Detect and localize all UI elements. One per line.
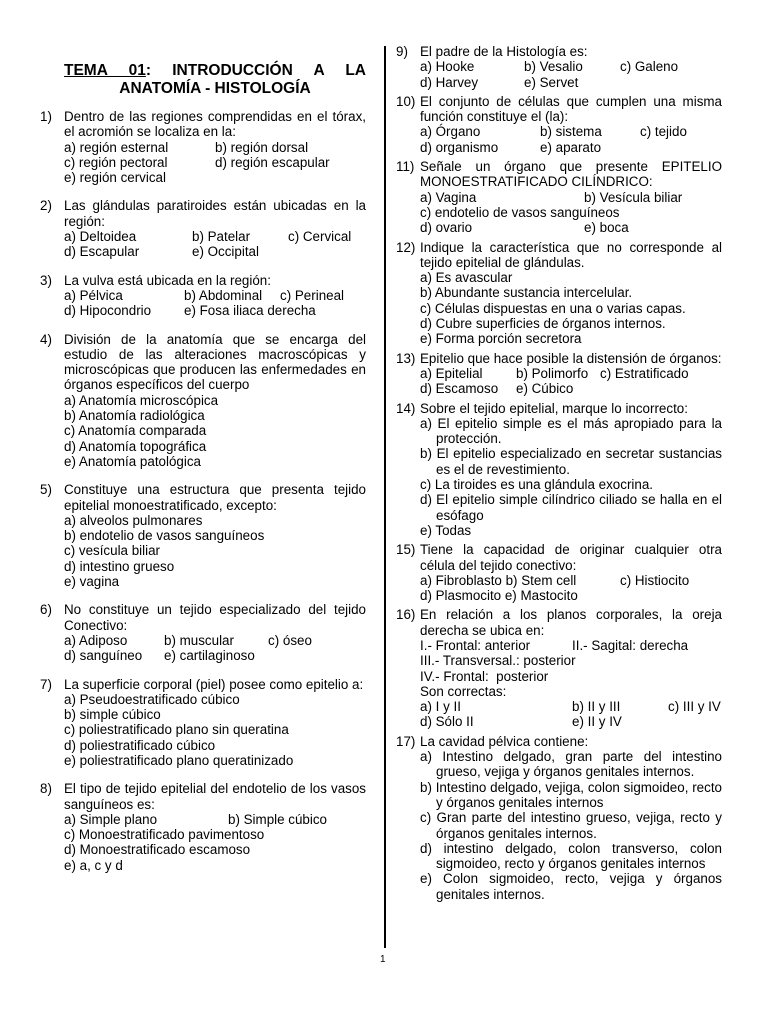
question-stem: El tipo de tejido epitelial del endotelio de los vasos sanguíneos es:	[64, 781, 366, 812]
answer-option: e) aparato	[540, 139, 602, 155]
question-9	[396, 44, 722, 90]
answer-option: d) Plasmocito e) Mastocito	[420, 588, 578, 604]
question-6	[40, 602, 366, 663]
question-10	[396, 94, 722, 155]
answer-option: c) Células dispuestas en una o varias capas.	[420, 300, 686, 316]
column-divider	[384, 46, 386, 948]
answer-option: d) poliestratificado cúbico	[64, 737, 216, 753]
answer-option: a) Epitelial	[420, 365, 483, 381]
answer-option: a) Pseudoestratificado cúbico	[64, 691, 240, 707]
answer-option: c) La tiroides es una glándula exocrina.	[420, 477, 653, 493]
answer-option: c) Gran parte del intestino grueso, vejiga, recto y órganos genitales internos.	[420, 810, 722, 841]
question-15	[396, 542, 722, 603]
answer-option: b) Intestino delgado, vejiga, colon sigmoideo, recto y órganos genitales internos	[420, 779, 722, 810]
answer-option: e) Servet	[524, 74, 579, 90]
question-stem: Epitelio que hace posible la distensión de órganos:	[420, 350, 722, 366]
answer-option-row	[420, 220, 722, 235]
answer-option: d) ovario	[420, 220, 473, 236]
answer-option: b) región dorsal	[215, 139, 309, 155]
answer-option-row	[420, 366, 722, 381]
answer-option: b) Simple cúbico	[228, 811, 327, 827]
question-3	[40, 273, 366, 319]
answer-option: a) Órgano	[420, 124, 481, 140]
answer-option-row	[64, 244, 366, 259]
answer-option: b) muscular	[164, 632, 234, 648]
answer-option: c) endotelio de vasos sanguíneos	[420, 204, 620, 220]
answer-option: e) Cúbico	[516, 381, 574, 397]
answer-option: a) Hooke	[420, 59, 475, 75]
answer-option: c) Monoestratificado pavimentoso	[64, 827, 265, 843]
question-number: 8)	[40, 781, 52, 797]
answer-option: e) Anatomía patológica	[64, 453, 201, 469]
answer-option: e) Forma porción secretora	[420, 331, 582, 347]
question-number: 14)	[396, 400, 416, 416]
answer-option-row	[64, 812, 366, 827]
answer-option: c) región pectoral	[64, 154, 168, 170]
answer-option-row	[420, 573, 722, 588]
answer-option-row	[64, 633, 366, 648]
answer-option: d) intestino grueso	[64, 558, 175, 574]
question-17	[396, 734, 722, 902]
question-number: 16)	[396, 607, 416, 623]
answer-option-row	[64, 648, 366, 663]
answer-option: Son correctas:	[420, 683, 507, 699]
answer-option: d) intestino delgado, colon transverso, colon sigmoideo, recto y órganos genitales internos	[420, 840, 722, 872]
question-stem: Sobre el tejido epitelial, marque lo incorrecto:	[420, 400, 688, 416]
answer-option: b) El epitelio especializado en secretar sustancias es el de revestimiento.	[420, 446, 722, 477]
answer-option: b) sistema	[540, 124, 602, 140]
answer-option-row	[64, 140, 366, 155]
question-14	[396, 401, 722, 539]
answer-option: e) Fosa iliaca derecha	[184, 303, 316, 319]
answer-option-row	[64, 229, 366, 244]
answer-option: d) El epitelio simple cilíndrico ciliado se halla en el esófago	[420, 492, 722, 523]
answer-option: a) Es avascular	[420, 270, 513, 286]
answer-option-row	[420, 124, 722, 139]
question-stem: Indique la característica que no corresponde al tejido epitelial de glándulas.	[420, 239, 722, 270]
answer-option-row	[64, 303, 366, 318]
answer-option: d) sanguíneo	[64, 648, 143, 664]
question-number: 2)	[40, 198, 52, 214]
title-line2: ANATOMÍA - HISTOLOGÍA	[119, 80, 311, 97]
question-2	[40, 198, 366, 259]
answer-option: a) Pélvica	[64, 287, 123, 303]
answer-option: a) I y II	[420, 699, 461, 715]
question-stem: No constituye un tejido especializado del tejido Conectivo:	[64, 602, 366, 633]
answer-option-row	[420, 59, 722, 74]
answer-option: c) Anatomía comparada	[64, 423, 207, 439]
answer-option: e) a, c y d	[64, 857, 123, 873]
answer-option: d) organismo	[420, 139, 499, 155]
question-stem: La cavidad pélvica contiene:	[420, 733, 589, 749]
answer-option: b) endotelio de vasos sanguíneos	[64, 528, 265, 544]
answer-option: c) vesícula biliar	[64, 543, 160, 559]
answer-option: a) región esternal	[64, 139, 169, 155]
question-12	[396, 240, 722, 347]
answer-option: c) Perineal	[280, 287, 345, 303]
left-column	[40, 62, 366, 886]
answer-option: e) boca	[584, 220, 629, 236]
right-column	[396, 44, 722, 906]
question-stem: El padre de la Histología es:	[420, 44, 588, 59]
question-number: 13)	[396, 350, 416, 366]
answer-option: a) Fibroblasto b) Stem cell	[420, 572, 577, 588]
question-1	[40, 109, 366, 185]
question-5	[40, 482, 366, 589]
question-number: 5)	[40, 482, 52, 498]
answer-option: d) región escapular	[215, 154, 330, 170]
question-stem: Señale un órgano que presente EPITELIO MONOESTRATIFICADO CILÍNDRICO:	[420, 159, 722, 190]
answer-option: c) tejido	[640, 124, 687, 140]
answer-option: b) Abdominal	[184, 287, 263, 303]
question-11	[396, 159, 722, 235]
answer-option: c) III y IV	[668, 699, 721, 715]
page-number: 1	[380, 954, 386, 965]
answer-option-row	[420, 190, 722, 205]
answer-option: e) vagina	[64, 574, 120, 590]
question-stem: Tiene la capacidad de originar cualquier otra célula del tejido conectivo:	[420, 542, 722, 573]
left-question-list	[40, 109, 366, 873]
answer-option-row	[420, 638, 722, 653]
answer-option: I.- Frontal: anterior	[420, 637, 531, 653]
page-title	[64, 62, 366, 98]
question-8	[40, 781, 366, 873]
answer-option: d) Harvey	[420, 74, 479, 90]
answer-option: d) Escamoso	[420, 381, 499, 397]
answer-option: b) Vesalio	[524, 59, 583, 75]
answer-option: b) simple cúbico	[64, 707, 161, 723]
question-stem: Las glándulas paratiroides están ubicadas en la región:	[64, 198, 366, 229]
answer-option: II.- Sagital: derecha	[572, 637, 689, 653]
answer-option: d) Monoestratificado escamoso	[64, 842, 251, 858]
answer-option: c) poliestratificado plano sin queratina	[64, 722, 289, 738]
question-number: 9)	[396, 44, 408, 59]
answer-option: c) Cervical	[288, 229, 352, 245]
answer-option: b) Abundante sustancia intercelular.	[420, 285, 633, 301]
question-number: 6)	[40, 602, 52, 618]
title-prefix: TEMA 01	[64, 62, 146, 79]
answer-option-row	[420, 75, 722, 90]
answer-option-row	[64, 155, 366, 170]
answer-option: e) región cervical	[64, 170, 166, 186]
answer-option: a) Anatomía microscópica	[64, 392, 219, 408]
answer-option-row	[420, 381, 722, 396]
answer-option-row	[64, 288, 366, 303]
answer-option: d) Anatomía topográfica	[64, 438, 207, 454]
answer-option: a) El epitelio simple es el más apropiado para la protección.	[420, 415, 722, 447]
answer-option: e) Occipital	[192, 244, 259, 260]
answer-option: e) Colon sigmoideo, recto, vejiga y órganos genitales internos.	[420, 871, 722, 902]
right-question-list	[396, 44, 722, 902]
answer-option: d) Escapular	[64, 244, 140, 260]
answer-option: a) Vagina	[420, 189, 477, 205]
answer-option: c) Estratificado	[600, 365, 689, 381]
answer-option: b) Patelar	[192, 229, 251, 245]
answer-option: IV.- Frontal: posterior	[420, 668, 549, 684]
question-13	[396, 351, 722, 397]
answer-option: d) Sólo II	[420, 714, 474, 730]
title-line1: : INTRODUCCIÓN A LA	[145, 62, 366, 79]
answer-option: a) alveolos pulmonares	[64, 512, 203, 528]
answer-option: b) Polimorfo	[516, 365, 589, 381]
answer-option: a) Deltoidea	[64, 229, 137, 245]
answer-option: a) Adiposo	[64, 632, 128, 648]
answer-option: a) Intestino delgado, gran parte del intestino grueso, vejiga y órganos genitales internos.	[420, 749, 722, 780]
answer-option: a) Simple plano	[64, 811, 158, 827]
question-stem: Constituye una estructura que presenta tejido epitelial monoestratificado, excepto:	[64, 482, 366, 513]
question-number: 15)	[396, 542, 416, 558]
question-number: 3)	[40, 272, 52, 288]
question-number: 4)	[40, 331, 52, 347]
question-number: 12)	[396, 239, 416, 255]
answer-option: e) Todas	[420, 522, 472, 538]
answer-option: c) Histiocito	[620, 572, 690, 588]
answer-option: b) II y III	[572, 699, 621, 715]
answer-option: III.- Transversal.: posterior	[420, 653, 576, 669]
question-stem: El conjunto de células que cumplen una misma función constituye el (la):	[420, 93, 722, 125]
question-4	[40, 332, 366, 470]
question-stem: En relación a los planos corporales, la oreja derecha se ubica en:	[420, 607, 722, 638]
question-16	[396, 607, 722, 729]
answer-option-row	[420, 140, 722, 155]
question-number: 1)	[40, 109, 52, 124]
question-stem: La superficie corporal (piel) posee como epitelio a:	[64, 676, 364, 692]
question-stem: División de la anatomía que se encarga del estudio de las alteraciones macroscópicas y microscópicas que producen las enfermedades en órganos específicos del cuerpo	[64, 331, 366, 393]
answer-option: c) óseo	[268, 632, 312, 648]
answer-option: e) cartilaginoso	[164, 648, 255, 664]
question-stem: Dentro de las regiones comprendidas en el tórax, el acromión se localiza en la:	[64, 109, 366, 140]
answer-option: e) poliestratificado plano queratinizado	[64, 752, 294, 768]
answer-option: c) Galeno	[620, 59, 679, 75]
question-number: 7)	[40, 676, 52, 692]
answer-option-row	[420, 699, 722, 714]
question-stem: La vulva está ubicada en la región:	[64, 272, 271, 288]
answer-option: b) Anatomía radiológica	[64, 408, 205, 424]
question-number: 11)	[396, 159, 415, 175]
answer-option: d) Hipocondrio	[64, 303, 152, 319]
question-number: 17)	[396, 733, 416, 749]
question-7	[40, 677, 366, 769]
answer-option: d) Cubre superficies de órganos internos.	[420, 316, 666, 332]
answer-option: b) Vesícula biliar	[584, 189, 683, 205]
answer-option: e) II y IV	[572, 714, 622, 730]
question-number: 10)	[396, 93, 416, 109]
answer-option-row	[420, 714, 722, 729]
